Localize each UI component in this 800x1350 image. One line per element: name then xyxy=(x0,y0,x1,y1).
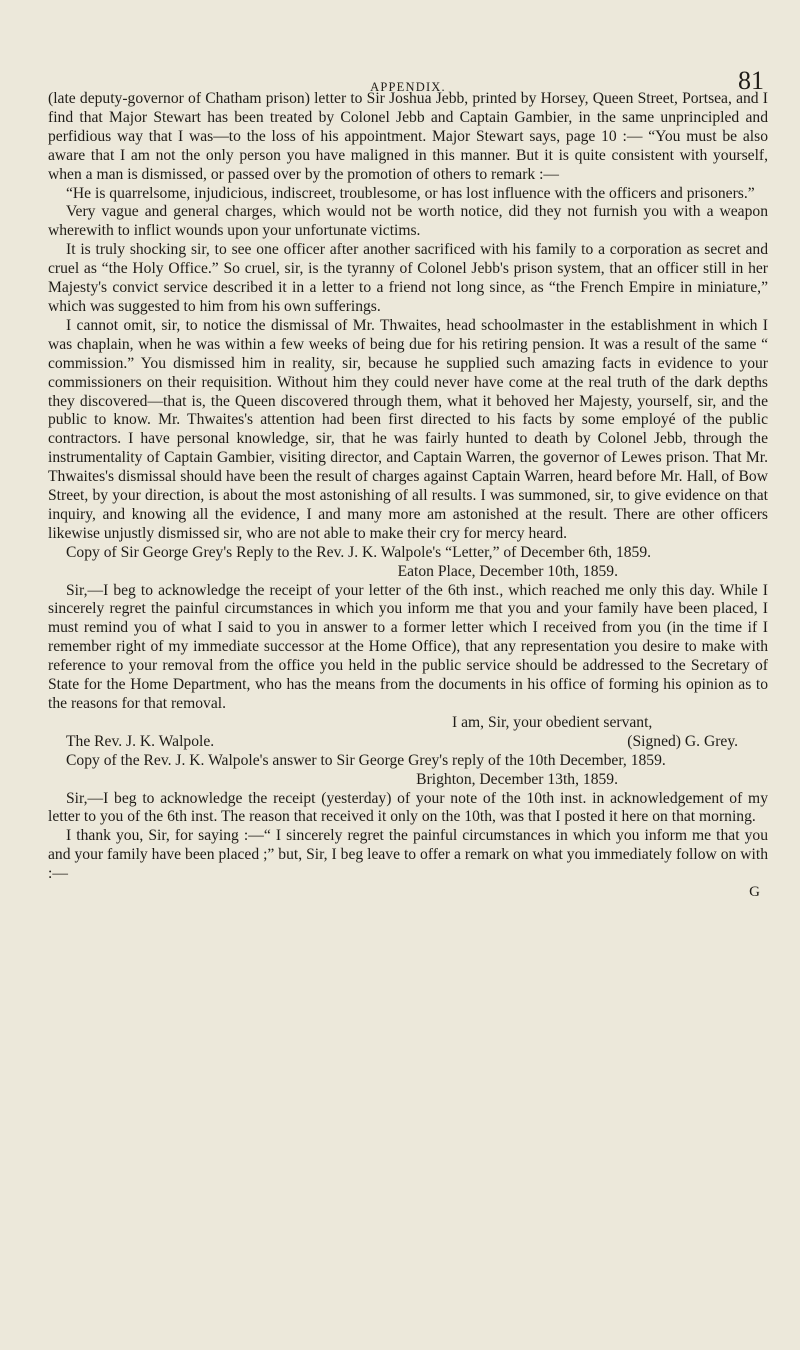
signature-line xyxy=(48,733,768,752)
running-head: APPENDIX. xyxy=(370,80,446,94)
quoted-charge: “He is quarrelsome, injudicious, indiscreet, troublesome, or has lost influence with the officers and prisoners.” xyxy=(66,184,755,202)
letter-grey-body: Sir,—I beg to acknowledge the receipt of your letter of the 6th inst., which reached me only this day. While I sincerely regret the painful circumstances in which you inform me that you and your family have been placed, I must remind you of what I said to you in answer to a former letter which I received from you (in the time if I remember right of my immediate successor at the Home Office), that any representation you desire to make with reference to your removal from the office you held in the public service should be addressed to the Secretary of State for the Home Department, who has the means from the documents in his office of forming his opinion as to the reasons for that removal. xyxy=(48,581,768,712)
paragraph-continuation: (late deputy-governor of Chatham prison) letter to Sir Joshua Jebb, printed by Horsey, Queen Street, Portsea, and I find that Major Stewart has been treated by Colonel Jebb and Captain Gambier, in the same unprincipled and perfidious way that I was—to the loss of his appointment. Major Stewart says, page 10 :— “You must be also aware that I am not the only person you have maligned in this manner. But it is quite consistent with yourself, when a man is dismissed, or passed over by the promotion of others to remark :— xyxy=(48,90,768,183)
letter-closing: I am, Sir, your obedient servant, xyxy=(452,713,653,731)
dateline-brighton: Brighton, December 13th, 1859. xyxy=(416,770,618,788)
heading-copy-grey-reply: Copy of Sir George Grey's Reply to the Rev. J. K. Walpole's “Letter,” of December 6th, 1859. xyxy=(66,543,652,561)
heading-copy-walpole-answer: Copy of the Rev. J. K. Walpole's answer to Sir George Grey's reply of the 10th December, 1859. xyxy=(66,751,666,769)
letter-walpole-continued: I thank you, Sir, for saying :—“ I sincerely regret the painful circumstances in which you inform me that you and your family have been placed ;” but, Sir, I beg leave to offer a remark on what you immediately follow on with :— xyxy=(48,827,768,883)
signed-by: (Signed) G. Grey. xyxy=(627,732,738,750)
paragraph-thwaites: I cannot omit, sir, to notice the dismissal of Mr. Thwaites, head schoolmaster in the establishment in which I was chaplain, when he was within a few weeks of being due for his retiring pension. It was a result of the same “ commission.” You dismissed him in reality, sir, because he supplied such amazing facts in evidence to your commissioners on their requisition. Without him they could never have come at the real truth of the dark depths they discovered—that is, the Queen discovered through them, what it behoved her Majesty, yourself, sir, and the public to know. Mr. Thwaites's attention had been first directed to his facts by some employé of the public contractors. I have personal knowledge, sir, that he was fairly hunted to death by Colonel Jebb, through the instrumentality of Captain Gambier, visiting director, and Captain Warren, the governor of Lewes prison. That Mr. Thwaites's dismissal should have been the result of charges against Captain Warren, heard before Mr. Hall, of Bow Street, by your direction, is about the most astonishing of all results. I was summoned, sir, to give evidence on that inquiry, and knowing all the evidence, I and many more am astonished at the result. There are other officers likewise unjustly dismissed sir, who are not able to make their cry for mercy heard. xyxy=(48,316,768,542)
page-body xyxy=(48,90,768,884)
page-header xyxy=(48,0,768,95)
paragraph-vague-charges: Very vague and general charges, which would not be worth notice, did they not furnish you with a weapon wherewith to inflict wounds upon your unfortunate victims. xyxy=(48,203,768,240)
signature-mark: G xyxy=(749,884,760,901)
addressee: The Rev. J. K. Walpole. xyxy=(66,732,215,750)
letter-walpole-body: Sir,—I beg to acknowledge the receipt (yesterday) of your note of the 10th inst. in acknowledgement of my letter to you of the 6th inst. The reason that received it only on the 10th, was that I posted it here on that morning. xyxy=(48,789,768,826)
page-number: 81 xyxy=(738,66,764,95)
paragraph-holy-office: It is truly shocking sir, to see one officer after another sacrificed with his family to a corporation as secret and cruel as “the Holy Office.” So cruel, sir, is the tyranny of Colonel Jebb's prison system, that an officer still in her Majesty's convict service described it in a letter to a friend not long since, as “the French Empire in miniature,” which was suggested to him from his own sufferings. xyxy=(48,241,768,315)
dateline-eaton-place: Eaton Place, December 10th, 1859. xyxy=(397,562,618,580)
